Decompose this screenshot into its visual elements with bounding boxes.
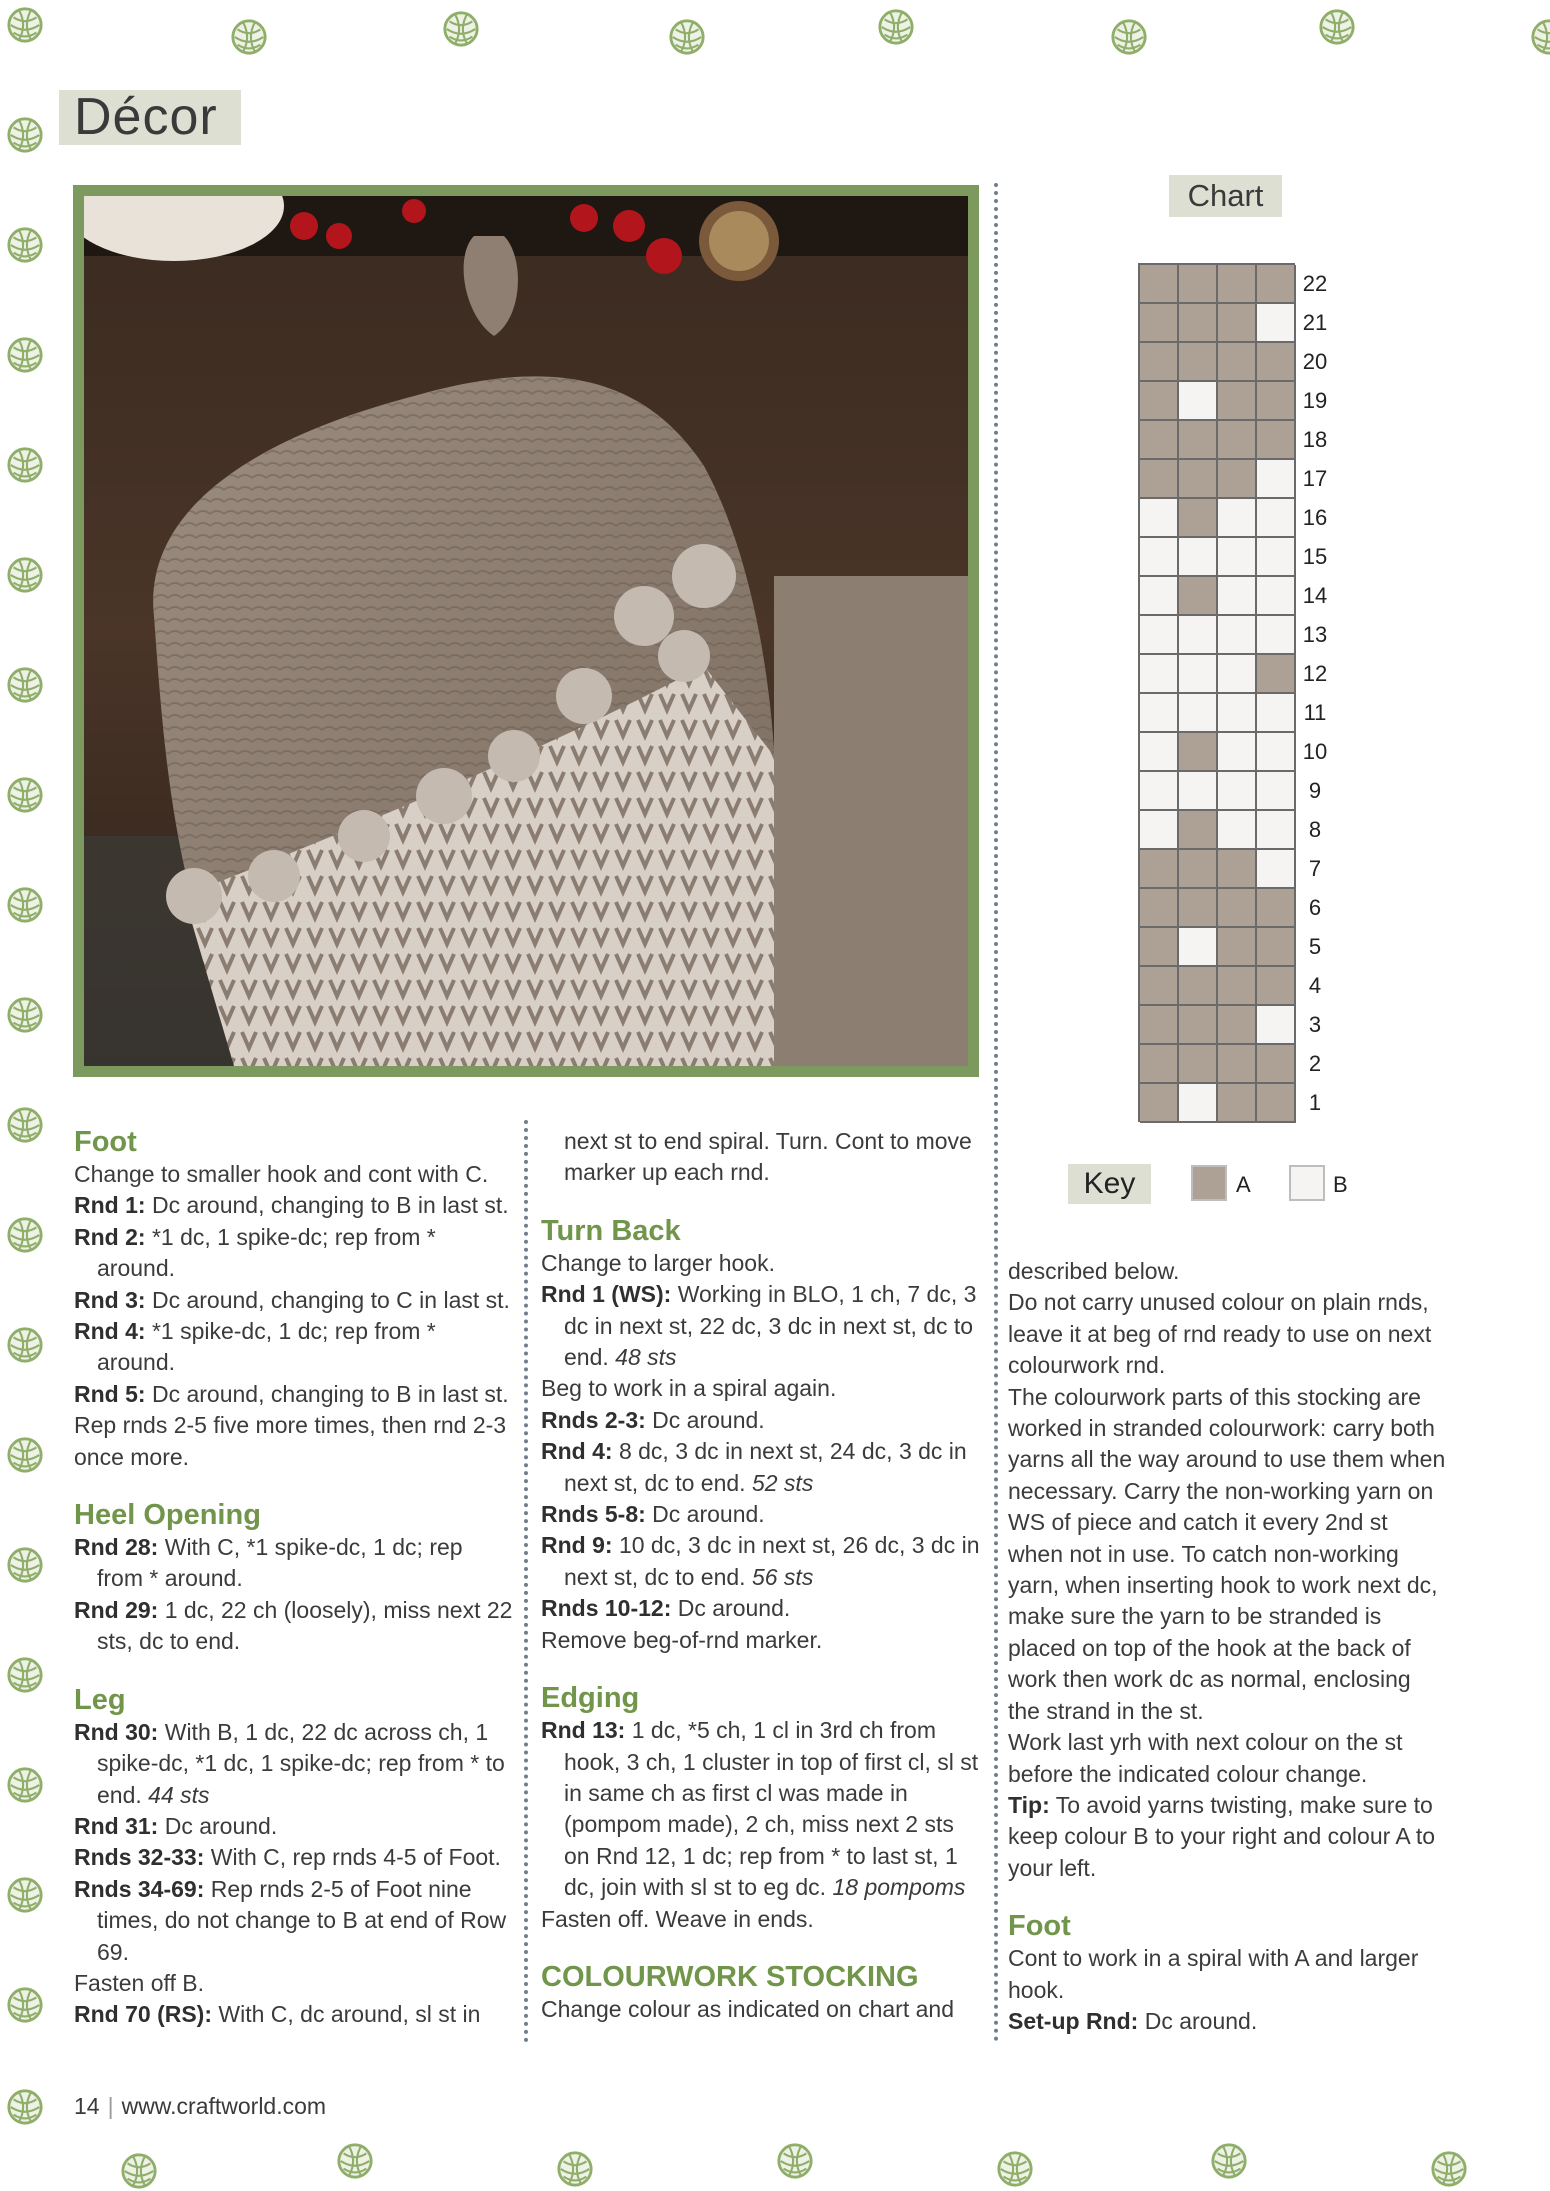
chart-cell bbox=[1218, 343, 1257, 382]
chart-row-number: 2 bbox=[1308, 1051, 1322, 1076]
chart-cell bbox=[1179, 889, 1218, 928]
chart-cell bbox=[1179, 577, 1218, 616]
turn-back-intro: Change to larger hook. bbox=[541, 1249, 775, 1276]
yrh-note: Work last yrh with next colour on the st before the indicated colour change. bbox=[1008, 1729, 1403, 1787]
chart-cell bbox=[1179, 343, 1218, 382]
edging-rnd-13: Rnd 13: 1 dc, *5 ch, 1 cl in 3rd ch from hook, 3 ch, 1 cluster in top of first cl, sl st in same ch as first cl was made in (pompom made), 2 ch, miss next 2 sts on Rnd 12, 1 dc; rep from * to last st, 1 dc, join with sl st to eg dc. 18 pompoms bbox=[541, 1717, 979, 1901]
chart-cell bbox=[1140, 343, 1179, 382]
chart-row-number: 11 bbox=[1303, 700, 1327, 725]
rnd-1: Rnd 1: Dc around, changing to B in last st. bbox=[74, 1192, 509, 1219]
yarn-ball-icon bbox=[6, 996, 44, 1034]
foot-intro: Change to smaller hook and cont with C. bbox=[74, 1161, 489, 1187]
chart-cell bbox=[1218, 850, 1257, 889]
yarn-ball-icon bbox=[1110, 18, 1148, 56]
chart-cell bbox=[1140, 1006, 1179, 1045]
rnd-2: Rnd 2: *1 dc, 1 spike-dc; rep from * around. bbox=[74, 1223, 436, 1282]
rnd-30: Rnd 30: With B, 1 dc, 22 dc across ch, 1 spike-dc, *1 dc, 1 spike-dc; rep from * to end. 44 sts bbox=[74, 1718, 505, 1808]
chart-row-number: 13 bbox=[1302, 622, 1328, 647]
colourwork-intro: Change colour as indicated on chart and bbox=[541, 1995, 955, 2022]
chart-cell bbox=[1218, 733, 1257, 772]
divider-col1-col2 bbox=[524, 1120, 528, 2043]
yarn-ball-icon bbox=[6, 336, 44, 374]
tip: Tip: To avoid yarns twisting, make sure to keep colour B to your right and colour A to your left. bbox=[1008, 1791, 1436, 1881]
page-footer: 14 | www.craftworld.com bbox=[74, 2093, 327, 2119]
column-1 bbox=[74, 1126, 514, 2031]
chart-cell bbox=[1179, 928, 1218, 967]
key-label-a: A bbox=[1236, 1172, 1251, 1197]
yarn-ball-icon bbox=[6, 1986, 44, 2024]
yarn-ball-icon bbox=[6, 1546, 44, 1584]
chart-row-number: 17 bbox=[1302, 466, 1328, 491]
chart-cell bbox=[1179, 499, 1218, 538]
chart-cell bbox=[1140, 616, 1179, 655]
chart-cell bbox=[1218, 616, 1257, 655]
chart-cell bbox=[1140, 421, 1179, 460]
chart-row-number: 16 bbox=[1302, 505, 1328, 530]
turn-rnd-9: Rnd 9: 10 dc, 3 dc in next st, 26 dc, 3 dc in next st, dc to end. 56 sts bbox=[541, 1532, 980, 1590]
edging-heading: Edging bbox=[541, 1682, 640, 1715]
yarn-ball-icon bbox=[6, 1216, 44, 1254]
chart-cell bbox=[1179, 733, 1218, 772]
spiral-note: Beg to work in a spiral again. bbox=[541, 1375, 837, 1402]
chart-cell bbox=[1257, 343, 1296, 382]
yarn-ball-icon bbox=[996, 2150, 1034, 2188]
chart-cell bbox=[1179, 655, 1218, 694]
chart-cell bbox=[1257, 655, 1296, 694]
chart-cell bbox=[1140, 1084, 1179, 1123]
page-number: 14 bbox=[74, 2093, 100, 2119]
chart-cell bbox=[1257, 928, 1296, 967]
chart-cell bbox=[1257, 421, 1296, 460]
chart-cell bbox=[1218, 811, 1257, 850]
chart-cell bbox=[1257, 1084, 1296, 1123]
column-3 bbox=[1008, 1256, 1448, 2037]
chart-cell bbox=[1179, 1084, 1218, 1123]
heel-opening-heading: Heel Opening bbox=[74, 1499, 261, 1532]
column-2 bbox=[541, 1126, 981, 2025]
chart-cell bbox=[1179, 1006, 1218, 1045]
photo-image bbox=[84, 196, 968, 1066]
chart-cell bbox=[1218, 967, 1257, 1006]
chart-row-number: 8 bbox=[1308, 817, 1322, 842]
setup-rnd: Set-up Rnd: Dc around. bbox=[1008, 2007, 1258, 2034]
chart-cell bbox=[1257, 1006, 1296, 1045]
yarn-ball-icon bbox=[1530, 18, 1550, 56]
yarn-ball-icon bbox=[556, 2150, 594, 2188]
yarn-ball-icon bbox=[336, 2142, 374, 2180]
rnds-32-33: Rnds 32-33: With C, rep rnds 4-5 of Foot. bbox=[74, 1844, 501, 1871]
chart-cell bbox=[1218, 655, 1257, 694]
chart-row-number: 20 bbox=[1302, 349, 1328, 374]
rnd-28: Rnd 28: With C, *1 spike-dc, 1 dc; rep from * around. bbox=[74, 1534, 463, 1592]
yarn-ball-icon bbox=[1430, 2150, 1468, 2188]
rnd-29: Rnd 29: 1 dc, 22 ch (loosely), miss next 22 sts, dc to end. bbox=[74, 1596, 513, 1655]
chart-row-number: 14 bbox=[1302, 583, 1328, 608]
yarn-ball-icon bbox=[6, 1656, 44, 1694]
chart-cell bbox=[1218, 1006, 1257, 1045]
colourwork-chart bbox=[1138, 263, 1295, 1122]
chart-cell bbox=[1140, 538, 1179, 577]
chart-cell bbox=[1179, 460, 1218, 499]
chart-cell bbox=[1218, 1084, 1257, 1123]
chart-cell bbox=[1140, 460, 1179, 499]
remove-marker: Remove beg-of-rnd marker. bbox=[541, 1626, 823, 1653]
continued-text: next st to end spiral. Turn. Cont to move marker up each rnd. bbox=[564, 1128, 972, 1186]
key-swatch-b bbox=[1289, 1165, 1325, 1201]
yarn-ball-icon bbox=[6, 776, 44, 814]
chart-title: Chart bbox=[1169, 175, 1282, 217]
chart-row-number: 19 bbox=[1302, 388, 1328, 413]
chart-cell bbox=[1179, 265, 1218, 304]
chart-cell bbox=[1179, 1045, 1218, 1084]
stranded-note: The colourwork parts of this stocking are worked in stranded colourwork: carry both yarns all the way around to use them when necessary. Carry the non-working yarn on WS of piece and catch it every 2nd st when not in use. To catch non-working yarn, when inserting hook to work next dc, make sure the yarn to be stranded is placed on top of the hook at the back of work then work dc as normal, enclosing the strand in the st. bbox=[1008, 1383, 1446, 1724]
chart-cell bbox=[1140, 889, 1179, 928]
chart-row-number: 10 bbox=[1302, 739, 1328, 764]
chart-cell bbox=[1140, 928, 1179, 967]
chart-cell bbox=[1257, 538, 1296, 577]
chart-cell bbox=[1179, 538, 1218, 577]
chart-cell bbox=[1257, 967, 1296, 1006]
chart-cell bbox=[1179, 694, 1218, 733]
rnds-34-69: Rnds 34-69: Rep rnds 2-5 of Foot nine times, do not change to B at end of Row 69. bbox=[74, 1875, 507, 1965]
yarn-ball-icon bbox=[6, 226, 44, 264]
chart-cell bbox=[1140, 499, 1179, 538]
chart-cell bbox=[1179, 772, 1218, 811]
yarn-ball-icon bbox=[1210, 2142, 1248, 2180]
chart-row-number: 5 bbox=[1308, 934, 1322, 959]
yarn-ball-icon bbox=[6, 1876, 44, 1914]
carry-note: Do not carry unused colour on plain rnds, leave it at beg of rnd ready to use on next colourwork rnd. bbox=[1008, 1289, 1432, 1379]
yarn-ball-icon bbox=[6, 2088, 44, 2126]
chart-cell bbox=[1140, 850, 1179, 889]
described-text: described below. bbox=[1008, 1258, 1180, 1284]
chart-cell bbox=[1140, 1045, 1179, 1084]
website-link[interactable]: www.craftworld.com bbox=[121, 2093, 327, 2119]
yarn-ball-icon bbox=[6, 666, 44, 704]
turn-rnds-10-12: Rnds 10-12: Dc around. bbox=[541, 1595, 791, 1622]
chart-cell bbox=[1140, 772, 1179, 811]
chart-cell bbox=[1179, 967, 1218, 1006]
chart-cell bbox=[1257, 499, 1296, 538]
yarn-ball-icon bbox=[230, 18, 268, 56]
chart-cell bbox=[1218, 577, 1257, 616]
chart-cell bbox=[1140, 733, 1179, 772]
chart-cell bbox=[1179, 850, 1218, 889]
chart-cell bbox=[1218, 889, 1257, 928]
chart-cell bbox=[1179, 811, 1218, 850]
yarn-ball-icon bbox=[1318, 8, 1356, 46]
chart-cell bbox=[1140, 265, 1179, 304]
chart-row-number: 6 bbox=[1308, 895, 1322, 920]
rnd-5: Rnd 5: Dc around, changing to B in last st. bbox=[74, 1380, 509, 1407]
yarn-ball-icon bbox=[6, 446, 44, 484]
turn-rnds-5-8: Rnds 5-8: Dc around. bbox=[541, 1501, 765, 1528]
chart-cell bbox=[1218, 694, 1257, 733]
yarn-ball-icon bbox=[6, 116, 44, 154]
rnd-3: Rnd 3: Dc around, changing to C in last st. bbox=[74, 1286, 510, 1313]
colourwork-heading: COLOURWORK STOCKING bbox=[541, 1960, 919, 1993]
fasten-off-b: Fasten off B. bbox=[74, 1969, 204, 1996]
chart-cell bbox=[1179, 304, 1218, 343]
yarn-ball-icon bbox=[6, 1106, 44, 1144]
chart-row-number: 3 bbox=[1308, 1012, 1322, 1037]
chart-cell bbox=[1257, 772, 1296, 811]
chart-cell bbox=[1218, 265, 1257, 304]
repeat-note: Rep rnds 2-5 five more times, then rnd 2-3 once more. bbox=[74, 1412, 507, 1470]
chart-row-number: 9 bbox=[1308, 778, 1322, 803]
chart-cell bbox=[1140, 967, 1179, 1006]
rnd-31: Rnd 31: Dc around. bbox=[74, 1812, 278, 1839]
rnd-70: Rnd 70 (RS): With C, dc around, sl st in bbox=[74, 2001, 481, 2028]
yarn-ball-icon bbox=[442, 10, 480, 48]
chart-cell bbox=[1257, 577, 1296, 616]
chart-row-number: 18 bbox=[1302, 427, 1328, 452]
chart-cell bbox=[1218, 1045, 1257, 1084]
turn-rnd-1: Rnd 1 (WS): Working in BLO, 1 ch, 7 dc, 3 dc in next st, 22 dc, 3 dc in next st, dc to end. 48 sts bbox=[541, 1281, 977, 1371]
chart-cell bbox=[1218, 928, 1257, 967]
chart-row-number: 7 bbox=[1308, 856, 1322, 881]
chart-cell bbox=[1257, 1045, 1296, 1084]
yarn-ball-icon bbox=[6, 1436, 44, 1474]
turn-rnd-4: Rnd 4: 8 dc, 3 dc in next st, 24 dc, 3 dc in next st, dc to end. 52 sts bbox=[541, 1438, 967, 1496]
section-title: Décor bbox=[59, 90, 241, 145]
chart-cell bbox=[1140, 655, 1179, 694]
chart-row-number: 15 bbox=[1302, 544, 1328, 569]
chart-cell bbox=[1257, 382, 1296, 421]
chart-cell bbox=[1179, 382, 1218, 421]
chart-cell bbox=[1179, 421, 1218, 460]
chart-cell bbox=[1257, 616, 1296, 655]
chart-cell bbox=[1140, 577, 1179, 616]
chart-row-number: 12 bbox=[1302, 661, 1328, 686]
yarn-ball-icon bbox=[120, 2152, 158, 2190]
turn-rnds-2-3: Rnds 2-3: Dc around. bbox=[541, 1406, 765, 1433]
foot-heading: Foot bbox=[74, 1126, 137, 1158]
chart-cell bbox=[1140, 811, 1179, 850]
divider-photo-chart bbox=[994, 183, 998, 2043]
yarn-ball-icon bbox=[6, 1326, 44, 1364]
chart-row-number: 1 bbox=[1308, 1090, 1322, 1115]
chart-cell bbox=[1179, 616, 1218, 655]
chart-cell bbox=[1140, 304, 1179, 343]
yarn-ball-icon bbox=[6, 556, 44, 594]
chart-cell bbox=[1257, 811, 1296, 850]
turn-back-heading: Turn Back bbox=[541, 1214, 681, 1247]
yarn-ball-icon bbox=[776, 2142, 814, 2180]
key-swatch-a bbox=[1191, 1165, 1227, 1201]
chart-cell bbox=[1257, 850, 1296, 889]
chart-cell bbox=[1218, 538, 1257, 577]
chart-row-number: 22 bbox=[1302, 271, 1328, 296]
chart-cell bbox=[1257, 889, 1296, 928]
key-title: Key bbox=[1068, 1164, 1151, 1204]
chart-cell bbox=[1218, 460, 1257, 499]
yarn-ball-icon bbox=[6, 886, 44, 924]
chart-cell bbox=[1218, 304, 1257, 343]
chart-cell bbox=[1218, 499, 1257, 538]
chart-cell bbox=[1257, 733, 1296, 772]
foot-heading-2: Foot bbox=[1008, 1910, 1071, 1943]
chart-cell bbox=[1140, 382, 1179, 421]
yarn-ball-icon bbox=[668, 18, 706, 56]
chart-cell bbox=[1257, 304, 1296, 343]
yarn-ball-icon bbox=[6, 1766, 44, 1804]
chart-row-number: 4 bbox=[1308, 973, 1322, 998]
chart-cell bbox=[1257, 460, 1296, 499]
chart-cell bbox=[1218, 382, 1257, 421]
fasten-off: Fasten off. Weave in ends. bbox=[541, 1905, 814, 1932]
chart-cell bbox=[1140, 694, 1179, 733]
chart-cell bbox=[1218, 421, 1257, 460]
stocking-photo bbox=[73, 185, 979, 1077]
rnd-4: Rnd 4: *1 spike-dc, 1 dc; rep from * around. bbox=[74, 1318, 436, 1376]
leg-heading: Leg bbox=[74, 1683, 126, 1716]
foot-spiral-note: Cont to work in a spiral with A and larger hook. bbox=[1008, 1945, 1419, 2003]
chart-row-number: 21 bbox=[1302, 310, 1328, 335]
chart-cell bbox=[1218, 772, 1257, 811]
chart-cell bbox=[1257, 265, 1296, 304]
yarn-ball-icon bbox=[877, 8, 915, 46]
key-label-b: B bbox=[1333, 1172, 1348, 1197]
chart-cell bbox=[1257, 694, 1296, 733]
yarn-ball-icon bbox=[6, 6, 44, 44]
